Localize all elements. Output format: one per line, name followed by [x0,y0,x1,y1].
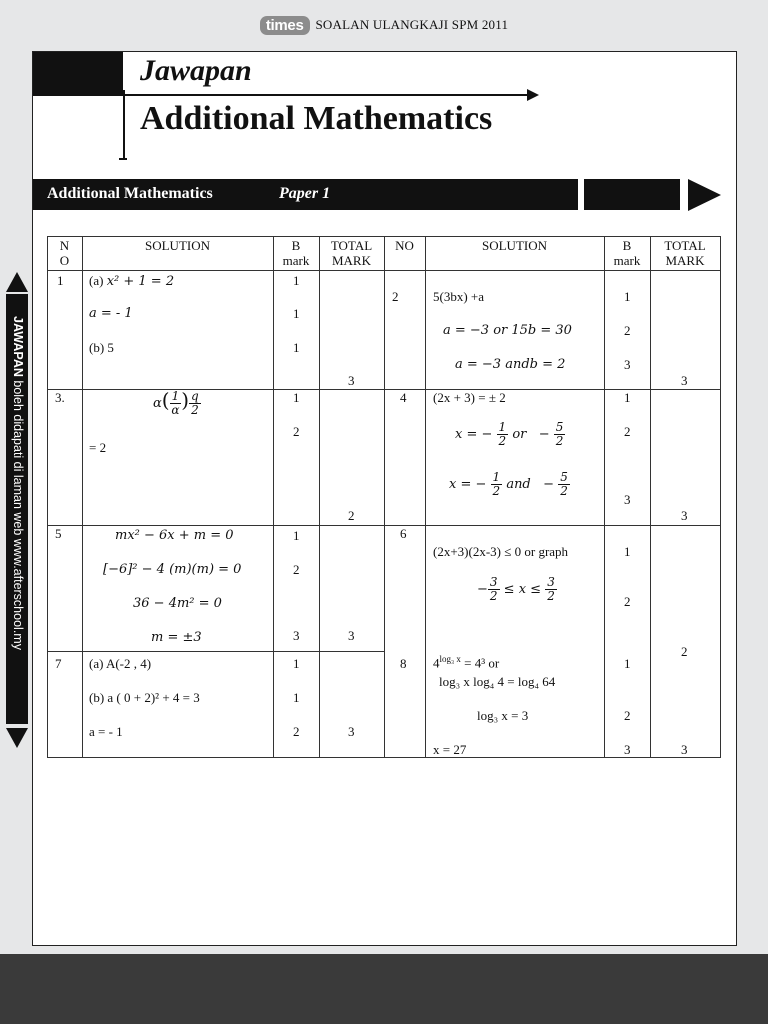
header-title: SOALAN ULANGKAJI SPM 2011 [315,17,509,32]
solution-line: − $\frac{3}{2}$ ≤ x ≤ $\frac{3}{2}$ [477,575,555,603]
col-header-total: TOTAL MARK [664,238,706,268]
solution-line: α( $\frac{1}{\alpha}$ ) $\frac{q}{2}$ [153,388,199,417]
solution-line: (b) 5 [89,340,114,355]
b-mark: 1 [624,656,631,671]
arrow-up-icon [6,272,28,292]
band-subject: Additional Mathematics [47,185,213,202]
title-block [33,52,736,182]
b-mark: 2 [624,424,631,439]
top-header [0,12,768,38]
question-number: 8 [400,656,407,671]
col-header-solution: SOLUTION [145,238,210,253]
solution-line: 5(3bx) +a [433,289,485,304]
total-mark: 3 [681,742,688,757]
arrow-down-icon [6,728,28,748]
question-number: 5 [55,526,62,541]
col-header-bmark: B mark [613,238,641,268]
times-logo: times [260,16,310,35]
arrow-right-icon [527,89,539,101]
solution-line: log₃ x = 3 [477,708,529,723]
answer-page [32,51,737,946]
b-mark: 3 [624,492,631,507]
title-kicker: Jawapan [140,54,252,87]
question-number: 7 [55,656,62,671]
solution-line: $4^{log_3 x} = 4^3$ or [433,654,500,671]
col-header-bmark: B mark [282,238,310,268]
b-mark: 3 [293,628,300,643]
total-mark: 3 [348,628,355,643]
question-number: 4 [400,390,407,405]
b-mark: 3 [624,357,631,372]
solution-line: a = - 1 [89,306,133,321]
question-number: 2 [392,289,399,304]
side-banner-text: JAWAPAN boleh didapati di laman web www.afterschool.my [11,316,25,650]
total-mark: 2 [348,508,355,523]
b-mark: 2 [293,424,300,439]
solution-line: (2x+3)(2x-3) ≤ 0 or graph [433,544,569,559]
solution-line: x = − $\frac{1}{2}$ and − $\frac{5}{2}$ [449,470,568,498]
solution-line: x = − $\frac{1}{2}$ or − $\frac{5}{2}$ [455,420,564,448]
solution-line: x = 27 [433,742,467,757]
title-black-tab [33,52,123,96]
total-mark: 2 [681,644,688,659]
total-mark: 3 [681,508,688,523]
b-mark: 1 [293,340,300,355]
b-mark: 1 [624,289,631,304]
answer-table [47,236,721,758]
col-header-no: NO [395,238,414,253]
b-mark: 1 [293,273,300,288]
solution-line: mx² − 6x + m = 0 [115,528,234,543]
col-header-total: TOTAL MARK [330,238,373,268]
arrow-right-icon [688,179,721,211]
solution-line: (a) A(-2 , 4) [89,656,152,671]
total-mark: 3 [348,373,355,388]
solution-line: a = −3 or 15b = 30 [443,323,572,338]
solution-line: m = ±3 [151,630,202,645]
solution-line: log₃ x log₄ 4 = log₄ 64 [439,674,556,689]
b-mark: 1 [293,528,300,543]
solution-line: a = - 1 [89,724,123,739]
b-mark: 1 [624,390,631,405]
solution-line: = 2 [89,440,107,455]
b-mark: 1 [293,690,300,705]
b-mark: 1 [293,390,300,405]
question-number: 6 [400,526,407,541]
solution-line: 36 − 4m² = 0 [133,596,222,611]
b-mark: 2 [293,724,300,739]
question-number: 3. [55,390,65,405]
solution-line: (a) x² + 1 = 2 [89,273,175,289]
solution-line: a = −3 andb = 2 [455,357,566,372]
col-header-solution: SOLUTION [482,238,547,253]
solution-line: (2x + 3) = ± 2 [433,390,506,405]
col-header-no: N O [59,238,70,268]
side-banner [6,272,28,752]
b-mark: 1 [624,544,631,559]
b-mark: 1 [293,306,300,321]
b-mark: 3 [624,742,631,757]
total-mark: 3 [348,724,355,739]
question-number: 1 [57,273,64,288]
b-mark: 2 [624,594,631,609]
section-band [33,179,578,210]
b-mark: 1 [293,656,300,671]
page-footer [0,954,768,1024]
solution-line: [−6]² − 4 (m)(m) = 0 [103,562,242,577]
b-mark: 2 [624,708,631,723]
band-paper: Paper 1 [279,185,331,202]
b-mark: 2 [293,562,300,577]
total-mark: 3 [681,373,688,388]
page-title: Additional Mathematics [140,100,493,137]
solution-line: (b) a ( 0 + 2)² + 4 = 3 [89,690,200,705]
b-mark: 2 [624,323,631,338]
